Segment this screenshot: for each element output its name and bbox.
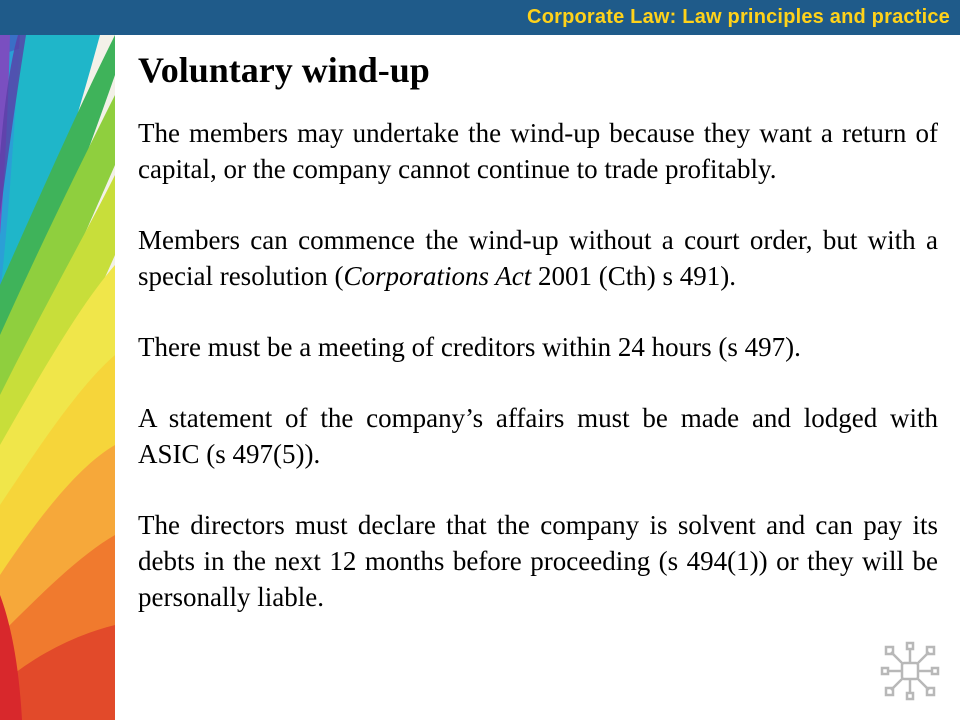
slide-title: Voluntary wind-up	[138, 50, 430, 90]
paragraph-2-pre: Members can commence the wind-up without a court order, but with a special resolution (	[138, 225, 938, 291]
paragraph-4: A statement of the company’s affairs must be made and lodged with ASIC (s 497(5)).	[138, 403, 938, 469]
paragraph-1: The members may undertake the wind-up because they want a return of capital, or the company cannot continue to trade profitably.	[138, 118, 938, 184]
paragraph-5: The directors must declare that the company is solvent and can pay its debts in the next 12 months before proceeding (s 494(1)) or they will be personally liable.	[138, 510, 938, 612]
slide-content	[138, 48, 938, 650]
paragraph-2-post: 2001 (Cth) s 491).	[531, 261, 736, 291]
paragraph-2-act-name: Corporations Act	[343, 261, 532, 291]
paragraph-3: There must be a meeting of creditors within 24 hours (s 497).	[138, 332, 801, 362]
header-title: Corporate Law: Law principles and practice	[527, 6, 950, 28]
decorative-rainbow-art	[0, 35, 115, 720]
network-icon	[879, 640, 941, 702]
header-bar	[0, 0, 960, 35]
paragraph-2	[138, 222, 938, 294]
